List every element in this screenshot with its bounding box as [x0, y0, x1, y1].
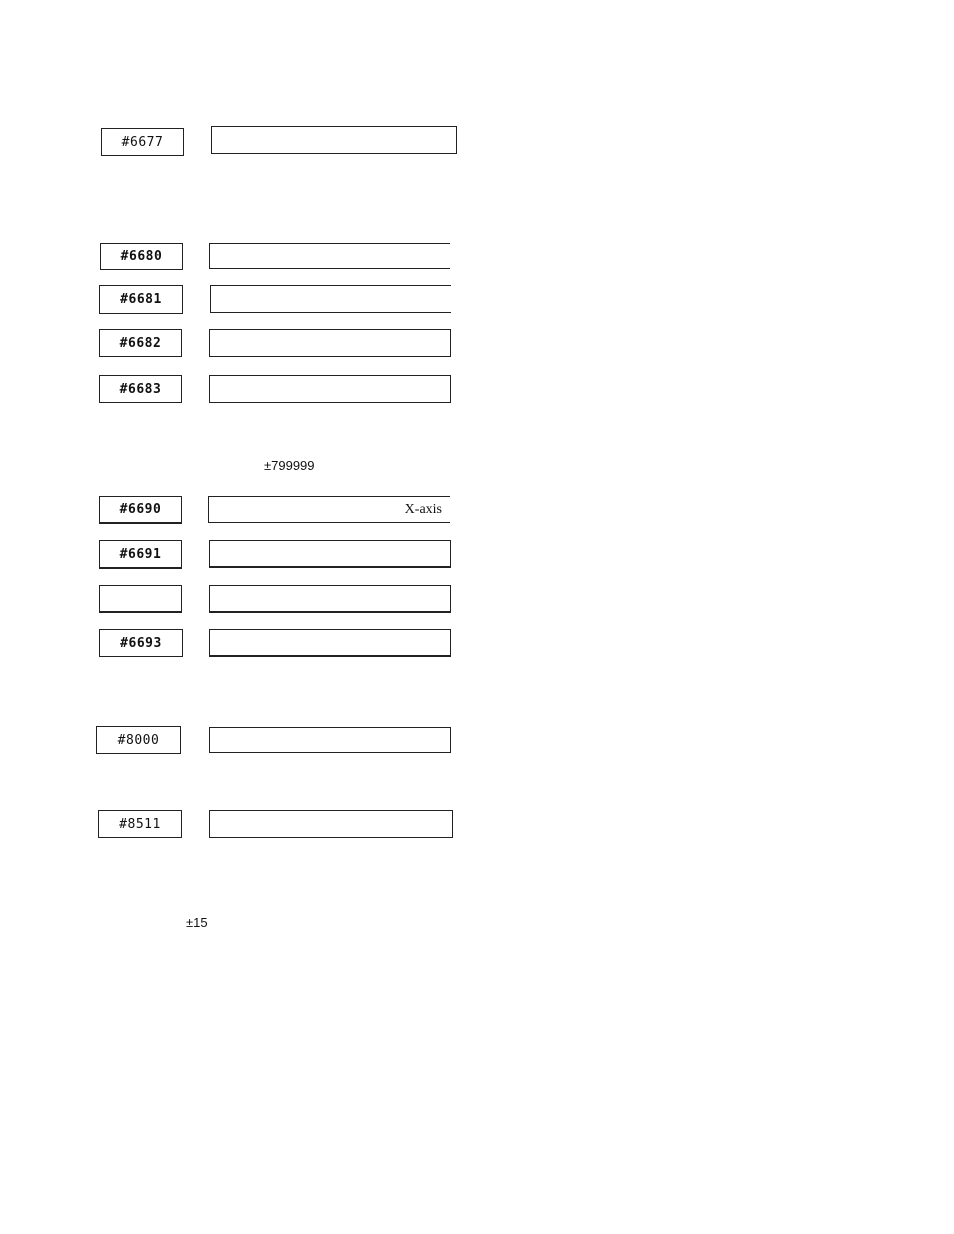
param-box-6690: #6690 [99, 496, 182, 524]
value-field-6681[interactable] [210, 285, 451, 313]
value-field-6682[interactable] [209, 329, 451, 357]
value-field-8511[interactable] [209, 810, 453, 838]
param-box-6683: #6683 [99, 375, 182, 403]
value-field-6680[interactable] [209, 243, 450, 269]
value-field-6693[interactable] [209, 629, 451, 657]
param-box-6682: #6682 [99, 329, 182, 357]
param-box-6681: #6681 [99, 285, 183, 314]
param-box-8000: #8000 [96, 726, 181, 754]
param-box-6677: #6677 [101, 128, 184, 156]
value-field-6690[interactable]: X-axis [208, 496, 450, 523]
range-note-15: ±15 [186, 915, 208, 930]
range-note-799999: ±799999 [264, 458, 315, 473]
param-box-6680: #6680 [100, 243, 183, 270]
value-field-6677[interactable] [211, 126, 457, 154]
value-field-8000[interactable] [209, 727, 451, 753]
value-field-6691[interactable] [209, 540, 451, 568]
param-box-6691: #6691 [99, 540, 182, 569]
param-box-8511: #8511 [98, 810, 182, 838]
param-box-blank [99, 585, 182, 613]
param-box-6693: #6693 [99, 629, 183, 657]
value-field-6683[interactable] [209, 375, 451, 403]
value-field-blank[interactable] [209, 585, 451, 613]
